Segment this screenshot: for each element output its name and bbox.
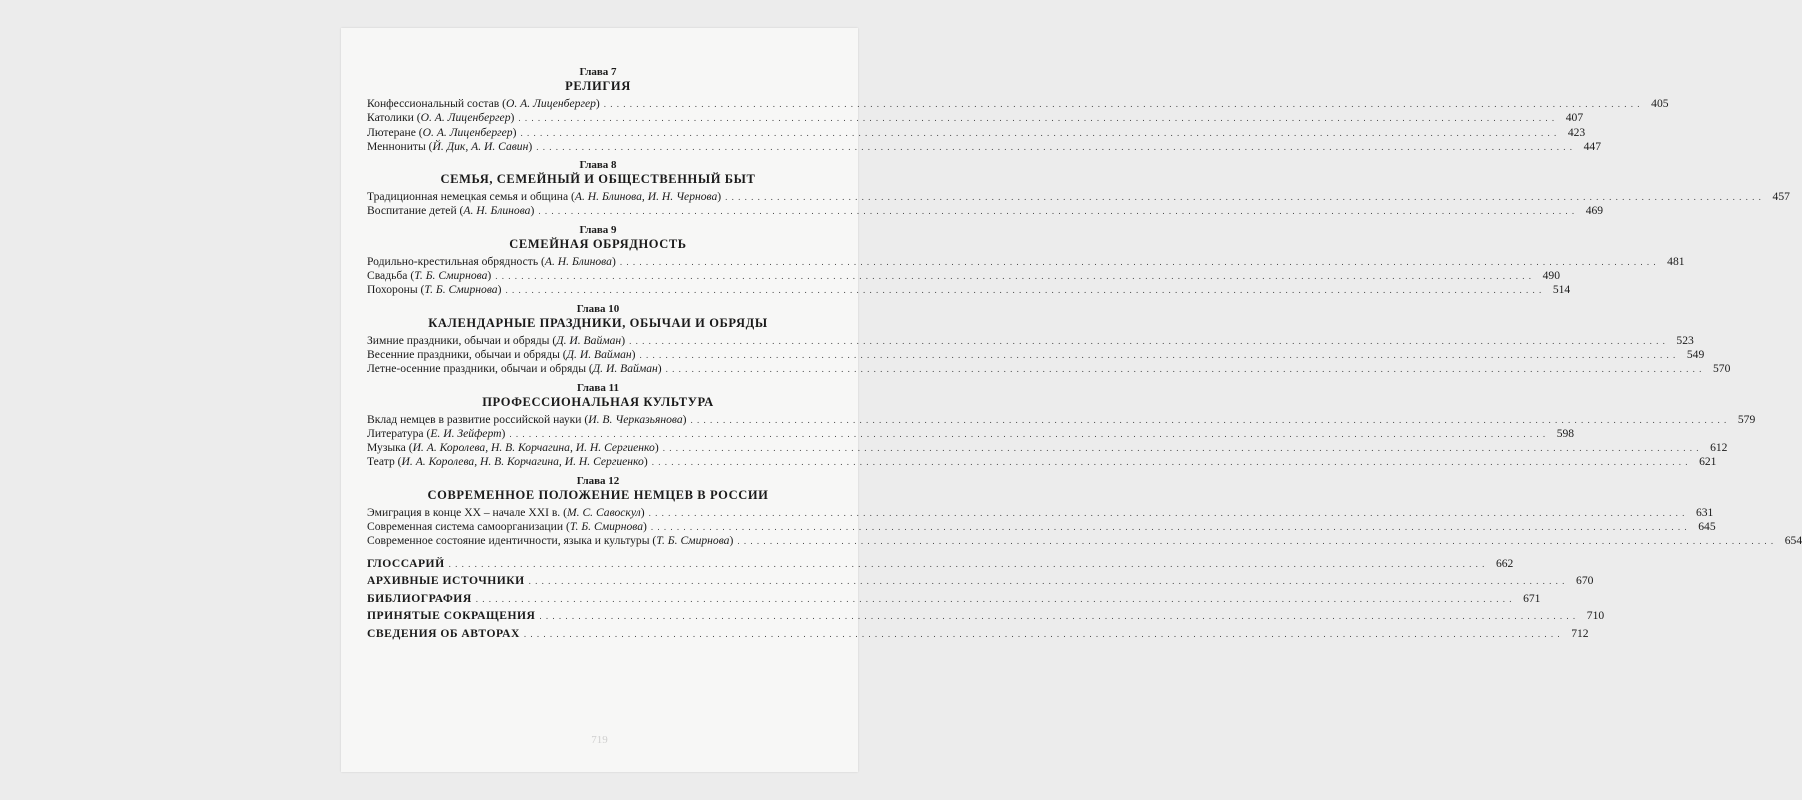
chapter-title: СЕМЬЯ, СЕМЕЙНЫЙ И ОБЩЕСТВЕННЫЙ БЫТ — [440, 172, 756, 187]
chapter-title: СЕМЕЙНАЯ ОБРЯДНОСТЬ — [509, 236, 687, 251]
backmatter-page-number: 671 — [1523, 591, 1541, 605]
close-paren: ) — [497, 283, 502, 297]
entry-page-number: 579 — [1737, 412, 1756, 426]
backmatter-entry[interactable] — [367, 573, 1594, 589]
toc-entry[interactable] — [367, 190, 1790, 204]
dot-leader: . . . . . . . . . . . . . . . . . . . . . . . . . . . . . . . . . . . . . . . . . . . . . . . . . . . . . . . . . . . . . . . . . . . . . . . . . . . . . . . . . . . . . . . . . . . . . . . . . . . . . . . . . . . . . . . . . . . . . . . . . . . . . . . . . . . . . . . . . . . . . . . . . . . . . . . . . . . . . . . . — [520, 127, 1558, 138]
entry-page-number: 423 — [1567, 125, 1586, 139]
entry-page-number: 612 — [1710, 441, 1728, 455]
open-paren: ( — [559, 347, 567, 361]
toc-entry[interactable] — [367, 111, 1584, 125]
entry-page-number: 645 — [1698, 520, 1716, 534]
dot-leader: . . . . . . . . . . . . . . . . . . . . . . . . . . . . . . . . . . . . . . . . . . . . . . . . . . . . . . . . . . . . . . . . . . . . . . . . . . . . . . . . . . . . . . . . . . . . . . . . . . . . . . . . . . . . . . . . . . . . . . . . . . . . . . . . . . . . . . . . . . . . . . . . . . . . . . . . . . . . . . . . — [651, 457, 1689, 468]
open-paren: ( — [394, 455, 402, 469]
backmatter-title: ПРИНЯТЫЕ СОКРАЩЕНИЯ — [367, 609, 536, 623]
entry-page-number: 514 — [1552, 283, 1571, 297]
entry-title: Современное состояние идентичности, языка и культуры — [367, 534, 650, 548]
open-paren: ( — [415, 125, 423, 139]
entry-text — [367, 334, 625, 348]
backmatter-page-number: 710 — [1586, 609, 1605, 623]
entry-page-number: 549 — [1686, 347, 1705, 361]
entry-text — [367, 427, 505, 441]
toc-entry[interactable] — [367, 125, 1586, 140]
dot-leader: . . . . . . . . . . . . . . . . . . . . . . . . . . . . . . . . . . . . . . . . . . . . . . . . . . . . . . . . . . . . . . . . . . . . . . . . . . . . . . . . . . . . . . . . . . . . . . . . . . . . . . . . . . . . . . . . . . . . . . . . . . . . . . . . . . . . . . . . . . . . . . . . . . . . . . . . . . . . . . . . — [539, 611, 1577, 622]
dot-leader: . . . . . . . . . . . . . . . . . . . . . . . . . . . . . . . . . . . . . . . . . . . . . . . . . . . . . . . . . . . . . . . . . . . . . . . . . . . . . . . . . . . . . . . . . . . . . . . . . . . . . . . . . . . . . . . . . . . . . . . . . . . . . . . . . . . . . . . . . . . . . . . . . . . . . . . . . . . . . . . . — [523, 629, 1561, 640]
entry-text — [367, 204, 534, 218]
entry-title: Родильно-крестильная обрядность — [367, 254, 539, 268]
dot-leader: . . . . . . . . . . . . . . . . . . . . . . . . . . . . . . . . . . . . . . . . . . . . . . . . . . . . . . . . . . . . . . . . . . . . . . . . . . . . . . . . . . . . . . . . . . . . . . . . . . . . . . . . . . . . . . . . . . . . . . . . . . . . . . . . . . . . . . . . . . . . . . . . . . . . . . . . . . . . . . . . — [662, 443, 1700, 454]
entry-title: Современная система самоорганизации — [367, 520, 564, 534]
entry-author: Т. Б. Смирнова — [424, 283, 498, 297]
entry-title: Литература — [367, 426, 424, 440]
close-paren: ) — [640, 505, 645, 519]
backmatter-title: БИБЛИОГРАФИЯ — [367, 591, 472, 605]
entry-author: И. В. Черказьянова — [588, 412, 683, 426]
toc-entry[interactable] — [367, 505, 1714, 520]
entry-text — [367, 362, 662, 376]
entry-page-number: 405 — [1651, 97, 1669, 110]
entry-author: А. Н. Блинова — [544, 254, 612, 268]
toc-entry[interactable] — [367, 534, 1802, 548]
close-paren: ) — [729, 534, 734, 548]
dot-leader: . . . . . . . . . . . . . . . . . . . . . . . . . . . . . . . . . . . . . . . . . . . . . . . . . . . . . . . . . . . . . . . . . . . . . . . . . . . . . . . . . . . . . . . . . . . . . . . . . . . . . . . . . . . . . . . . . . . . . . . . . . . . . . . . . . . . . . . . . . . . . . . . . . . . . . . . . . . . . . . . — [619, 256, 1657, 267]
entry-page-number: 407 — [1565, 111, 1584, 125]
dot-leader: . . . . . . . . . . . . . . . . . . . . . . . . . . . . . . . . . . . . . . . . . . . . . . . . . . . . . . . . . . . . . . . . . . . . . . . . . . . . . . . . . . . . . . . . . . . . . . . . . . . . . . . . . . . . . . . . . . . . . . . . . . . . . . . . . . . . . . . . . . . . . . . . . . . . . . . . . . . . . . . . — [690, 414, 1728, 425]
chapter-section — [367, 302, 1731, 377]
dot-leader: . . . . . . . . . . . . . . . . . . . . . . . . . . . . . . . . . . . . . . . . . . . . . . . . . . . . . . . . . . . . . . . . . . . . . . . . . . . . . . . . . . . . . . . . . . . . . . . . . . . . . . . . . . . . . . . . . . . . . . . . . . . . . . . . . . . . . . . . . . . . . . . . . . . . . . . . . . . . . . . . — [737, 536, 1775, 547]
dot-leader: . . . . . . . . . . . . . . . . . . . . . . . . . . . . . . . . . . . . . . . . . . . . . . . . . . . . . . . . . . . . . . . . . . . . . . . . . . . . . . . . . . . . . . . . . . . . . . . . . . . . . . . . . . . . . . . . . . . . . . . . . . . . . . . . . . . . . . . . . . . . . . . . . . . . . . . . . . . . . . . . — [665, 364, 1703, 375]
dot-leader: . . . . . . . . . . . . . . . . . . . . . . . . . . . . . . . . . . . . . . . . . . . . . . . . . . . . . . . . . . . . . . . . . . . . . . . . . . . . . . . . . . . . . . . . . . . . . . . . . . . . . . . . . . . . . . . . . . . . . . . . . . . . . . . . . . . . . . . . . . . . . . . . . . . . . . . . . . . . . . . . — [538, 206, 1576, 217]
chapter-section — [367, 159, 1790, 219]
toc-entry[interactable] — [367, 412, 1756, 427]
entry-text — [367, 126, 516, 140]
chapter-title: РЕЛИГИЯ — [565, 79, 631, 93]
dot-leader: . . . . . . . . . . . . . . . . . . . . . . . . . . . . . . . . . . . . . . . . . . . . . . . . . . . . . . . . . . . . . . . . . . . . . . . . . . . . . . . . . . . . . . . . . . . . . . . . . . . . . . . . . . . . . . . . . . . . . . . . . . . . . . . . . . . . . . . . . . . . . . . . . . . . . . . . . . . . . . . . — [509, 428, 1547, 439]
entry-text — [367, 534, 733, 548]
entry-text — [367, 348, 636, 362]
open-paren: ( — [568, 190, 575, 204]
entry-page-number: 469 — [1585, 204, 1604, 218]
backmatter-page-number: 670 — [1576, 574, 1594, 588]
entry-author: Д. И. Вайман — [566, 347, 632, 361]
entry-author: И. А. Королева, Н. В. Корчагина, И. Н. Сергиенко — [401, 455, 644, 469]
toc-entry[interactable] — [367, 333, 1694, 348]
open-paren: ( — [586, 362, 593, 376]
entry-text — [367, 506, 645, 520]
close-paren: ) — [487, 269, 492, 283]
chapter-section — [367, 381, 1756, 470]
dot-leader: . . . . . . . . . . . . . . . . . . . . . . . . . . . . . . . . . . . . . . . . . . . . . . . . . . . . . . . . . . . . . . . . . . . . . . . . . . . . . . . . . . . . . . . . . . . . . . . . . . . . . . . . . . . . . . . . . . . . . . . . . . . . . . . . . . . . . . . . . . . . . . . . . . . . . . . . . . . . . . . . — [528, 576, 1566, 587]
dot-leader: . . . . . . . . . . . . . . . . . . . . . . . . . . . . . . . . . . . . . . . . . . . . . . . . . . . . . . . . . . . . . . . . . . . . . . . . . . . . . . . . . . . . . . . . . . . . . . . . . . . . . . . . . . . . . . . . . . . . . . . . . . . . . . . . . . . . . . . . . . . . . . . . . . . . . . . . . . . . . . . . — [603, 99, 1641, 109]
close-paren: ) — [717, 190, 722, 204]
close-paren: ) — [611, 254, 616, 268]
chapter-number: Глава 9 — [579, 223, 617, 236]
entry-text — [367, 97, 600, 111]
toc-entry[interactable] — [367, 362, 1731, 376]
entry-page-number: 490 — [1542, 269, 1561, 283]
backmatter-entry[interactable] — [367, 608, 1605, 624]
open-paren: ( — [456, 204, 464, 218]
entry-author: М. С. Савоскул — [566, 505, 641, 519]
backmatter-entry[interactable] — [367, 626, 1589, 642]
entry-text — [367, 140, 532, 154]
entry-author: О. А. Лиценбергер — [422, 125, 513, 139]
close-paren: ) — [657, 362, 662, 376]
close-paren: ) — [654, 441, 659, 455]
entry-text — [367, 283, 501, 297]
entry-author: Т. Б. Смирнова — [656, 534, 730, 548]
chapter-title: ПРОФЕССИОНАЛЬНАЯ КУЛЬТУРА — [482, 394, 714, 409]
dot-leader: . . . . . . . . . . . . . . . . . . . . . . . . . . . . . . . . . . . . . . . . . . . . . . . . . . . . . . . . . . . . . . . . . . . . . . . . . . . . . . . . . . . . . . . . . . . . . . . . . . . . . . . . . . . . . . . . . . . . . . . . . . . . . . . . . . . . . . . . . . . . . . . . . . . . . . . . . . . . . . . . — [495, 271, 1533, 282]
entry-author: А. Н. Блинова, И. Н. Чернова — [574, 190, 718, 204]
entry-title: Весенние праздники, обычаи и обряды — [367, 347, 560, 361]
entry-title: Воспитание детей — [367, 204, 457, 218]
entry-page-number: 654 — [1784, 534, 1802, 548]
backmatter-title: СВЕДЕНИЯ ОБ АВТОРАХ — [367, 627, 520, 641]
open-paren: ( — [425, 139, 433, 153]
dot-leader: . . . . . . . . . . . . . . . . . . . . . . . . . . . . . . . . . . . . . . . . . . . . . . . . . . . . . . . . . . . . . . . . . . . . . . . . . . . . . . . . . . . . . . . . . . . . . . . . . . . . . . . . . . . . . . . . . . . . . . . . . . . . . . . . . . . . . . . . . . . . . . . . . . . . . . . . . . . . . . . . — [639, 349, 1677, 360]
chapter-number: Глава 12 — [576, 474, 620, 487]
entry-title: Меннониты — [367, 139, 426, 153]
dot-leader: . . . . . . . . . . . . . . . . . . . . . . . . . . . . . . . . . . . . . . . . . . . . . . . . . . . . . . . . . . . . . . . . . . . . . . . . . . . . . . . . . . . . . . . . . . . . . . . . . . . . . . . . . . . . . . . . . . . . . . . . . . . . . . . . . . . . . . . . . . . . . . . . . . . . . . . . . . . . . . . . — [536, 141, 1573, 152]
backmatter-page-number: 662 — [1495, 556, 1514, 570]
entry-page-number: 457 — [1772, 190, 1790, 204]
entry-text — [367, 190, 721, 204]
entry-text — [367, 520, 647, 534]
backmatter-entry[interactable] — [367, 556, 1514, 572]
open-paren: ( — [560, 505, 567, 519]
entry-author: Т. Б. Смирнова — [569, 520, 643, 534]
entry-author: Д. И. Вайман — [556, 333, 622, 347]
open-paren: ( — [549, 333, 557, 347]
entry-text — [367, 441, 659, 455]
dot-leader: . . . . . . . . . . . . . . . . . . . . . . . . . . . . . . . . . . . . . . . . . . . . . . . . . . . . . . . . . . . . . . . . . . . . . . . . . . . . . . . . . . . . . . . . . . . . . . . . . . . . . . . . . . . . . . . . . . . . . . . . . . . . . . . . . . . . . . . . . . . . . . . . . . . . . . . . . . . . . . . . — [648, 507, 1686, 518]
close-paren: ) — [501, 426, 506, 440]
entry-author: Й. Дик, А. И. Савин — [432, 139, 529, 153]
open-paren: ( — [417, 283, 425, 297]
entry-title: Музыка — [367, 441, 406, 455]
chapter-number: Глава 7 — [579, 66, 617, 78]
entry-text — [367, 413, 687, 427]
entry-author: О. А. Лиценбергер — [506, 97, 596, 110]
entry-text — [367, 255, 616, 269]
toc-entry[interactable] — [367, 283, 1571, 297]
backmatter-list — [367, 556, 1605, 642]
entry-text — [367, 269, 491, 283]
open-paren: ( — [563, 520, 570, 534]
entry-text — [367, 111, 514, 125]
toc-entry[interactable] — [367, 204, 1604, 218]
close-paren: ) — [510, 111, 515, 125]
entry-title: Зимние праздники, обычаи и обряды — [367, 333, 550, 347]
entry-page-number: 481 — [1667, 254, 1685, 268]
toc-entry[interactable] — [367, 269, 1561, 283]
entry-author: Е. И. Зейферт — [430, 426, 502, 440]
toc-entry[interactable] — [367, 97, 1669, 111]
close-paren: ) — [528, 139, 533, 153]
entry-page-number: 621 — [1699, 455, 1717, 469]
entry-author: А. Н. Блинова — [463, 204, 531, 218]
dot-leader: . . . . . . . . . . . . . . . . . . . . . . . . . . . . . . . . . . . . . . . . . . . . . . . . . . . . . . . . . . . . . . . . . . . . . . . . . . . . . . . . . . . . . . . . . . . . . . . . . . . . . . . . . . . . . . . . . . . . . . . . . . . . . . . . . . . . . . . . . . . . . . . . . . . . . . . . . . . . . . . . — [518, 113, 1556, 124]
open-paren: ( — [423, 426, 431, 440]
entry-title: Конфессиональный состав — [367, 97, 500, 110]
entry-page-number: 523 — [1676, 333, 1694, 347]
toc-entry[interactable] — [367, 254, 1685, 269]
chapter-section — [367, 474, 1802, 549]
open-paren: ( — [499, 97, 506, 110]
book-page — [341, 28, 1802, 772]
toc-entry[interactable] — [367, 455, 1717, 469]
chapter-number: Глава 10 — [576, 302, 620, 315]
toc-entry[interactable] — [367, 426, 1575, 441]
entry-page-number: 447 — [1583, 139, 1601, 153]
entry-text — [367, 455, 648, 469]
dot-leader: . . . . . . . . . . . . . . . . . . . . . . . . . . . . . . . . . . . . . . . . . . . . . . . . . . . . . . . . . . . . . . . . . . . . . . . . . . . . . . . . . . . . . . . . . . . . . . . . . . . . . . . . . . . . . . . . . . . . . . . . . . . . . . . . . . . . . . . . . . . . . . . . . . . . . . . . . . . . . . . . — [448, 558, 1486, 569]
open-paren: ( — [649, 534, 657, 548]
toc-entry[interactable] — [367, 347, 1705, 362]
dot-leader: . . . . . . . . . . . . . . . . . . . . . . . . . . . . . . . . . . . . . . . . . . . . . . . . . . . . . . . . . . . . . . . . . . . . . . . . . . . . . . . . . . . . . . . . . . . . . . . . . . . . . . . . . . . . . . . . . . . . . . . . . . . . . . . . . . . . . . . . . . . . . . . . . . . . . . . . . . . . . . . . — [629, 335, 1666, 346]
table-of-contents — [367, 66, 1802, 644]
close-paren: ) — [621, 333, 626, 347]
entry-title: Эмиграция в конце XX – начале XXI в. — [367, 505, 561, 519]
entry-title: Традиционная немецкая семья и община — [367, 190, 569, 204]
chapter-number: Глава 8 — [579, 159, 617, 172]
open-paren: ( — [413, 111, 421, 125]
entry-author: Д. И. Вайман — [592, 362, 658, 376]
page-number: 719 — [591, 734, 608, 746]
entry-author: Т. Б. Смирнова — [414, 269, 488, 283]
entry-author: И. А. Королева, Н. В. Корчагина, И. Н. Сергиенко — [412, 441, 655, 455]
chapter-section — [367, 223, 1685, 298]
close-paren: ) — [643, 520, 647, 534]
entry-page-number: 631 — [1695, 505, 1714, 519]
toc-entry[interactable] — [367, 441, 1728, 455]
entry-title: Летне-осенние праздники, обычаи и обряды — [367, 362, 587, 376]
dot-leader: . . . . . . . . . . . . . . . . . . . . . . . . . . . . . . . . . . . . . . . . . . . . . . . . . . . . . . . . . . . . . . . . . . . . . . . . . . . . . . . . . . . . . . . . . . . . . . . . . . . . . . . . . . . . . . . . . . . . . . . . . . . . . . . . . . . . . . . . . . . . . . . . . . . . . . . . . . . . . . . . — [650, 522, 1688, 533]
chapter-number: Глава 11 — [576, 381, 619, 394]
open-paren: ( — [538, 254, 545, 268]
entry-page-number: 598 — [1556, 426, 1575, 440]
open-paren: ( — [581, 412, 589, 426]
entry-title: Католики — [367, 111, 414, 125]
entry-title: Вклад немцев в развитие российской науки — [367, 412, 582, 426]
close-paren: ) — [530, 204, 535, 218]
dot-leader: . . . . . . . . . . . . . . . . . . . . . . . . . . . . . . . . . . . . . . . . . . . . . . . . . . . . . . . . . . . . . . . . . . . . . . . . . . . . . . . . . . . . . . . . . . . . . . . . . . . . . . . . . . . . . . . . . . . . . . . . . . . . . . . . . . . . . . . . . . . . . . . . . . . . . . . . . . . . . . . . — [505, 285, 1543, 296]
entry-title: Лютеране — [367, 125, 416, 139]
chapter-title: СОВРЕМЕННОЕ ПОЛОЖЕНИЕ НЕМЦЕВ В РОССИИ — [427, 487, 769, 502]
open-paren: ( — [405, 441, 413, 455]
close-paren: ) — [643, 455, 648, 469]
close-paren: ) — [631, 347, 636, 361]
entry-title: Театр — [367, 455, 395, 469]
close-paren: ) — [595, 97, 600, 110]
toc-entry[interactable] — [367, 139, 1601, 154]
backmatter-page-number: 712 — [1571, 627, 1589, 641]
close-paren: ) — [512, 125, 517, 139]
close-paren: ) — [682, 412, 687, 426]
backmatter-title: ГЛОССАРИЙ — [367, 556, 445, 570]
chapter-list — [367, 66, 1802, 549]
entry-author: О. А. Лиценбергер — [420, 111, 511, 125]
chapter-title: КАЛЕНДАРНЫЕ ПРАЗДНИКИ, ОБЫЧАИ И ОБРЯДЫ — [428, 315, 768, 330]
dot-leader: . . . . . . . . . . . . . . . . . . . . . . . . . . . . . . . . . . . . . . . . . . . . . . . . . . . . . . . . . . . . . . . . . . . . . . . . . . . . . . . . . . . . . . . . . . . . . . . . . . . . . . . . . . . . . . . . . . . . . . . . . . . . . . . . . . . . . . . . . . . . . . . . . . . . . . . . . . . . . . . . — [475, 593, 1513, 604]
entry-title: Похороны — [367, 283, 418, 297]
entry-page-number: 570 — [1713, 362, 1731, 376]
entry-title: Свадьба — [367, 269, 408, 283]
toc-entry[interactable] — [367, 520, 1716, 534]
open-paren: ( — [407, 269, 415, 283]
backmatter-title: АРХИВНЫЕ ИСТОЧНИКИ — [367, 574, 525, 588]
dot-leader: . . . . . . . . . . . . . . . . . . . . . . . . . . . . . . . . . . . . . . . . . . . . . . . . . . . . . . . . . . . . . . . . . . . . . . . . . . . . . . . . . . . . . . . . . . . . . . . . . . . . . . . . . . . . . . . . . . . . . . . . . . . . . . . . . . . . . . . . . . . . . . . . . . . . . . . . . . . . . . . . — [725, 192, 1762, 203]
chapter-section — [367, 66, 1669, 154]
backmatter-entry[interactable] — [367, 591, 1541, 607]
